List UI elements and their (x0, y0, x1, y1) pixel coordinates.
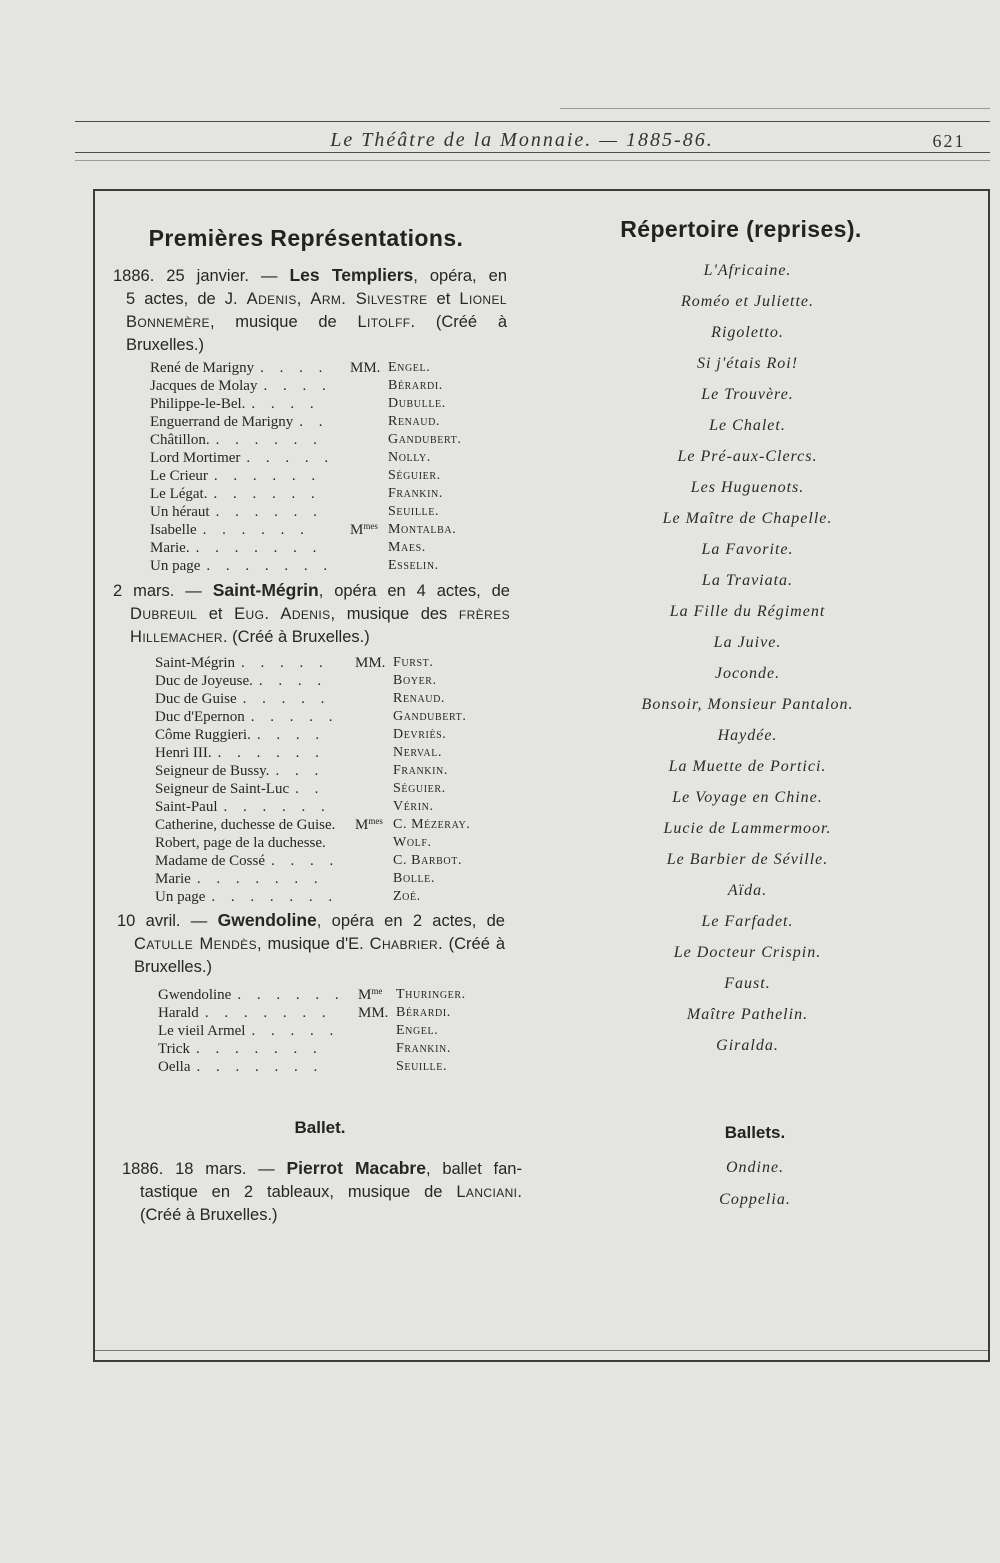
role-name: Catherine, duchesse de Guise. (155, 817, 336, 833)
paragraph-line (126, 288, 507, 311)
honorific-prefix (355, 654, 385, 672)
repertoire-item: Giralda. (716, 1037, 779, 1054)
cast-row (155, 744, 515, 762)
role-name: Saint-Mégrin (155, 655, 235, 671)
repertoire-item: Le Docteur Crispin. (673, 944, 822, 961)
performer-name: Engel. (396, 1023, 439, 1038)
cast-row (155, 888, 515, 906)
ballet-heading: Ballet. (294, 1118, 346, 1137)
dot-leader: . . . . . . . (195, 540, 323, 556)
repertoire-item: Aïda. (727, 882, 768, 899)
honorific-prefix (350, 359, 380, 377)
work-title: Les Templiers (289, 265, 414, 285)
repertoire-item: La Muette de Portici. (668, 758, 827, 775)
dot-leader: . . . . . . (213, 468, 322, 484)
dot-leader: . . (295, 781, 325, 797)
cast-row (155, 690, 515, 708)
performer-name: Renaud. (393, 691, 446, 706)
dot-leader: . . . . (251, 396, 320, 412)
cast-row (155, 726, 515, 744)
dot-leader: . . . . . . (213, 486, 321, 502)
cast-row (155, 708, 515, 726)
dot-leader: . . . . . (241, 655, 329, 671)
repertoire-list (600, 255, 895, 1061)
cast-row (150, 431, 510, 449)
honorific-base: MM. (355, 655, 386, 671)
premiere-entry-gwendoline (117, 909, 505, 979)
honorific-superscript: mes (363, 521, 378, 531)
role-name: Duc de Guise (155, 691, 237, 707)
performer-name: Montalba. (388, 522, 457, 537)
text-run: 10 avril. — (117, 912, 218, 930)
honorific-prefix (358, 986, 382, 1004)
cast-row (150, 377, 510, 395)
ballets-heading: Ballets. (724, 1123, 786, 1142)
header-rule-bottom-second (75, 160, 990, 161)
dot-leader: . . . . (270, 853, 340, 869)
repertoire-item: Maître Pathelin. (686, 1006, 809, 1023)
cast-row (158, 1040, 518, 1058)
performer-name: C. Barbot. (393, 853, 463, 868)
performer-name: Gandubert. (388, 432, 462, 447)
role-name: Jacques de Molay (150, 378, 258, 394)
header-rule (75, 121, 990, 122)
person-name: Chabrier (369, 935, 439, 953)
repertoire-item: Le Farfadet. (701, 913, 794, 930)
text-run: 5 actes, de J. (126, 290, 247, 308)
dot-leader: . . . . . (246, 450, 335, 466)
person-name: Dubreuil (130, 605, 198, 623)
performer-name: Seuille. (396, 1059, 448, 1074)
dot-leader: . . . . . . . (196, 1059, 324, 1075)
cast-row (150, 359, 510, 377)
person-name: Catulle Mendès (134, 935, 257, 953)
ballets-list (640, 1152, 870, 1216)
text-run: , opéra en 4 actes, de (318, 582, 510, 600)
dot-leader: . . . . . (251, 1023, 340, 1039)
premiere-entry-templiers (113, 264, 507, 357)
repertoire-item: La Traviata. (701, 572, 794, 589)
role-name: Madame de Cossé (155, 853, 265, 869)
performer-name: Renaud. (388, 414, 441, 429)
text-run: 1886. 25 janvier. — (113, 267, 290, 285)
repertoire-item: Bonsoir, Monsieur Pantalon. (641, 696, 854, 713)
paragraph-line (126, 334, 507, 357)
dot-leader: . . . . (263, 378, 332, 394)
person-name: Litolff (357, 313, 411, 331)
text-run: 1886. 18 mars. — (122, 1160, 287, 1178)
premiere-entry-saint-megrin (113, 579, 510, 649)
header-rule-bottom (75, 152, 990, 153)
header-rule-top (560, 108, 990, 109)
cast-row (155, 834, 515, 852)
dot-leader: . . . . . . (215, 504, 323, 520)
role-name: Isabelle (150, 522, 197, 538)
repertoire-item: La Juive. (713, 634, 782, 651)
cast-row (158, 1004, 518, 1022)
cast-row (155, 654, 515, 672)
role-name: Le vieil Armel (158, 1023, 246, 1039)
cast-list-saint-megrin (155, 654, 515, 906)
cast-row (155, 870, 515, 888)
cast-list-templiers (150, 359, 510, 575)
repertoire-item: Joconde. (714, 665, 781, 682)
person-name: Arm. Silvestre (310, 290, 428, 308)
dot-leader: . . (299, 414, 329, 430)
performer-name: Boyer. (393, 673, 437, 688)
text-run: , musique d'E. (257, 935, 370, 953)
cast-row (158, 1058, 518, 1076)
person-name: Bonnemère (126, 313, 210, 331)
performer-name: Séguier. (388, 468, 441, 483)
cast-row (155, 852, 515, 870)
role-name: René de Marigny (150, 360, 255, 376)
dot-leader: . . . . . . . (211, 889, 339, 905)
performer-name: Wolf. (393, 835, 432, 850)
paragraph-line (130, 603, 510, 626)
cast-row (150, 503, 510, 521)
cast-row (150, 413, 510, 431)
role-name: Marie. (150, 540, 190, 556)
role-name: Châtillon. (150, 432, 210, 448)
dot-leader: . . . . . . . (204, 1005, 332, 1021)
repertoire-item: Lucie de Lammermoor. (663, 820, 832, 837)
dot-leader: . . . . (256, 727, 326, 743)
repertoire-item: Rigoletto. (711, 324, 784, 341)
repertoire-item: Haydée. (717, 727, 778, 744)
cast-row (158, 1022, 518, 1040)
repertoire-heading: Répertoire (reprises). (620, 216, 862, 242)
role-name: Harald (158, 1005, 199, 1021)
honorific-superscript: mes (368, 816, 383, 826)
performer-name: Engel. (388, 360, 431, 375)
ballet-entry-pierrot-macabre (122, 1157, 522, 1227)
person-name: frères (458, 605, 510, 623)
paragraph-line (130, 626, 510, 649)
honorific-base: MM. (350, 360, 381, 376)
performer-name: Vérin. (393, 799, 434, 814)
text-run: et (427, 290, 460, 308)
dot-leader: . . . . . (250, 709, 339, 725)
performer-name: Devriès. (393, 727, 447, 742)
work-title: Gwendoline (217, 910, 317, 930)
paragraph-line (117, 909, 505, 933)
dot-leader: . . . . . . (237, 987, 345, 1003)
role-name: Duc d'Epernon (155, 709, 245, 725)
premieres-heading: Premières Représentations. (148, 225, 464, 251)
cast-row (158, 986, 518, 1004)
text-run: , musique des (330, 605, 459, 623)
dot-leader: . . . . . . . (206, 558, 334, 574)
cast-row (150, 557, 510, 575)
honorific-base: M (355, 817, 369, 833)
paragraph-line (140, 1181, 522, 1204)
text-run: et (197, 605, 235, 623)
text-run: , opéra en 2 actes, de (316, 912, 505, 930)
performer-name: C. Mézeray. (393, 817, 471, 832)
dot-leader: . . . . . . (223, 799, 331, 815)
role-name: Philippe-le-Bel. (150, 396, 246, 412)
paragraph-line (134, 956, 505, 979)
role-name: Un héraut (150, 504, 210, 520)
performer-name: Bolle. (393, 871, 435, 886)
cast-row (155, 816, 515, 834)
person-name: Adenis (246, 290, 297, 308)
cast-row (155, 762, 515, 780)
person-name: Lanciani (456, 1183, 518, 1201)
role-name: Marie (155, 871, 191, 887)
person-name: Eug. Adenis (234, 605, 331, 623)
repertoire-item: Le Barbier de Séville. (666, 851, 829, 868)
performer-name: Séguier. (393, 781, 446, 796)
role-name: Gwendoline (158, 987, 232, 1003)
repertoire-item: Les Huguenots. (690, 479, 805, 496)
person-name: Lionel (459, 290, 507, 308)
dot-leader: . . . . (260, 360, 329, 376)
repertoire-item: Faust. (724, 975, 771, 992)
performer-name: Nerval. (393, 745, 443, 760)
performer-name: Dubulle. (388, 396, 446, 411)
paragraph-line (122, 1157, 522, 1181)
role-name: Duc de Joyeuse. (155, 673, 253, 689)
cast-row (150, 539, 510, 557)
page-number: 621 (932, 131, 966, 151)
frame-bottom-rule (95, 1350, 988, 1351)
performer-name: Furst. (393, 655, 434, 670)
text-run: . (Créé à (438, 935, 505, 953)
paragraph-line (113, 264, 507, 288)
performer-name: Bérardi. (396, 1005, 451, 1020)
text-run: . (Créé à (410, 313, 507, 331)
performer-name: Frankin. (393, 763, 448, 778)
cast-row (155, 798, 515, 816)
dot-leader: . . . . . . (217, 745, 325, 761)
performer-name: Esselin. (388, 558, 439, 573)
repertoire-item: Le Maître de Chapelle. (662, 510, 833, 527)
performer-name: Thuringer. (396, 987, 466, 1002)
role-name: Seigneur de Saint-Luc (155, 781, 290, 797)
repertoire-item: L'Africaine. (703, 262, 792, 279)
repertoire-item: Si j'étais Roi! (696, 355, 799, 372)
role-name: Enguerrand de Marigny (150, 414, 294, 430)
text-run: . (Créé à Bruxelles.) (223, 628, 370, 646)
honorific-base: MM. (358, 1005, 389, 1021)
performer-name: Frankin. (396, 1041, 451, 1056)
repertoire-item: Le Chalet. (709, 417, 786, 434)
repertoire-item: Le Pré-aux-Clercs. (677, 448, 818, 465)
honorific-base: M (350, 522, 364, 538)
repertoire-item: La Favorite. (701, 541, 794, 558)
dot-leader: . . . . . . (202, 522, 310, 538)
role-name: Un page (155, 889, 206, 905)
cast-row (150, 449, 510, 467)
dot-leader: . . . . (258, 673, 328, 689)
text-run: , musique de (209, 313, 358, 331)
repertoire-item: Roméo et Juliette. (680, 293, 815, 310)
text-run: 2 mars. — (113, 582, 213, 600)
text-run: . (517, 1183, 522, 1201)
honorific-prefix (358, 1004, 388, 1022)
role-name: Trick (158, 1041, 190, 1057)
cast-list-gwendoline (158, 986, 518, 1076)
dot-leader: . . . . . . (215, 432, 323, 448)
dot-leader: . . . . . . . (195, 1041, 323, 1057)
text-run: , ballet fan- (425, 1160, 522, 1178)
text-run: , (296, 290, 311, 308)
cast-row (150, 521, 510, 539)
performer-name: Bérardi. (388, 378, 443, 393)
repertoire-item: Le Trouvère. (701, 386, 794, 403)
role-name: Robert, page de la duchesse. (155, 835, 326, 851)
text-run: , opéra, en (413, 267, 507, 285)
cast-row (150, 467, 510, 485)
dot-leader: . . . . . (242, 691, 331, 707)
honorific-prefix (355, 816, 383, 834)
text-run: (Créé à Bruxelles.) (140, 1206, 278, 1224)
performer-name: Zoé. (393, 889, 421, 904)
role-name: Oella (158, 1059, 191, 1075)
work-title: Saint-Mégrin (212, 580, 319, 600)
role-name: Le Crieur (150, 468, 208, 484)
paragraph-line (113, 579, 510, 603)
role-name: Henri III. (155, 745, 212, 761)
text-run: tastique en 2 tableaux, musique de (140, 1183, 457, 1201)
cast-row (155, 672, 515, 690)
role-name: Le Légat. (150, 486, 208, 502)
cast-row (150, 395, 510, 413)
paragraph-line (126, 311, 507, 334)
person-name: Hillemacher (130, 628, 224, 646)
text-run: Bruxelles.) (134, 958, 212, 976)
honorific-superscript: me (371, 986, 383, 996)
role-name: Saint-Paul (155, 799, 218, 815)
cast-row (150, 485, 510, 503)
role-name: Seigneur de Bussy. (155, 763, 270, 779)
honorific-base: M (358, 987, 372, 1003)
cast-row (155, 780, 515, 798)
honorific-prefix (350, 521, 378, 539)
paragraph-line (134, 933, 505, 956)
repertoire-item: Le Voyage en Chine. (672, 789, 823, 806)
role-name: Côme Ruggieri. (155, 727, 251, 743)
performer-name: Gandubert. (393, 709, 467, 724)
paragraph-line (140, 1204, 522, 1227)
ballet-item: Coppelia. (719, 1191, 791, 1208)
performer-name: Seuille. (388, 504, 440, 519)
performer-name: Maes. (388, 540, 426, 555)
dot-leader: . . . (275, 763, 325, 779)
running-title: Le Théâtre de la Monnaie. — 1885-86. (330, 129, 714, 151)
performer-name: Nolly. (388, 450, 431, 465)
performer-name: Frankin. (388, 486, 443, 501)
dot-leader: . . . . . . . (196, 871, 324, 887)
role-name: Lord Mortimer (150, 450, 241, 466)
repertoire-item: La Fille du Régiment (669, 603, 826, 620)
role-name: Un page (150, 558, 201, 574)
ballet-item: Ondine. (725, 1159, 785, 1176)
text-run: Bruxelles.) (126, 336, 204, 354)
work-title: Pierrot Macabre (286, 1158, 426, 1178)
